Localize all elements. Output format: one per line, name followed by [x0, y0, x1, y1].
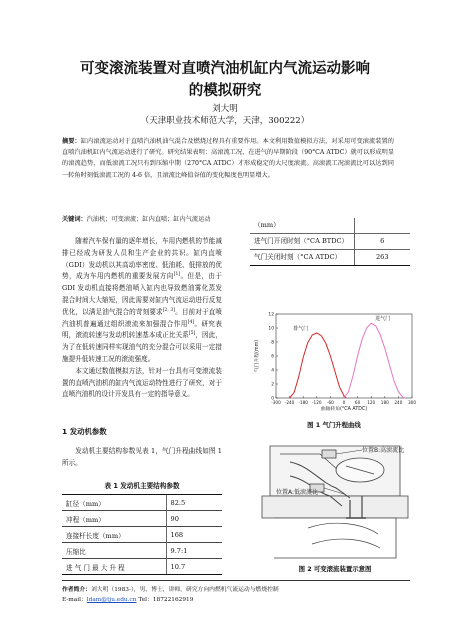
footnote-text: 刘大明（1983-），男，博士，讲师，研究方向内燃机气流运动与燃烧控制: [91, 587, 279, 593]
intro-paragraph-2: 本文通过数值模拟方法，针对一台具有可变滚流装置的直喷汽油机的缸内气流运动特性进行了研究，对于直喷汽油机的设计开发具有一定的指导意义。: [62, 366, 222, 399]
table-cell-label: 连接杆长度（mm）: [62, 527, 166, 543]
y-tick-label: 6: [271, 354, 274, 360]
contact-line: [62, 594, 410, 603]
table-cell-label: 进 气 门 最 大 升 程: [62, 559, 166, 575]
table-1-caption: 表 1 发动机主要结构参数: [104, 482, 180, 490]
series-label: 进气门: [375, 316, 391, 322]
table-cell-label: （mm）: [250, 218, 354, 234]
table-1-continued: [250, 218, 410, 266]
table-cell-label: 压缩比: [62, 543, 166, 559]
x-tick-label: -60: [326, 400, 334, 405]
x-tick-label: 180: [380, 400, 389, 405]
paper-title: [40, 58, 410, 102]
table-cell-value: 168: [166, 527, 222, 543]
citation-4: [5]: [188, 331, 196, 337]
introduction: [62, 236, 222, 401]
citation-1: [1]: [173, 272, 181, 278]
table-cell-label: 缸径（mm）: [62, 495, 166, 511]
email-link[interactable]: ldam@tju.edu.cn: [86, 597, 137, 603]
y-tick-label: 8: [271, 340, 274, 346]
position-a-label: 位置A:低滚流比: [276, 489, 319, 496]
table-cell-value: 90: [166, 511, 222, 527]
y-tick-label: 2: [271, 382, 274, 388]
x-tick-label: -240: [284, 400, 295, 405]
figure-2-caption: 图 2 可变滚流装置示意图: [298, 565, 372, 573]
x-tick-label: 60: [354, 400, 361, 405]
x-tick-label: -180: [298, 400, 308, 405]
table-row: [250, 218, 410, 234]
x-tick-label: 120: [367, 400, 376, 405]
abstract: [62, 136, 394, 181]
title-line-2: 的模拟研究: [188, 83, 262, 99]
table-cell-value: 6: [354, 234, 410, 250]
author-footnote: [62, 584, 410, 593]
footnote-divider: [62, 580, 410, 581]
table-cell-value: 82.5: [166, 495, 222, 511]
x-tick-label: -300: [271, 400, 281, 405]
series-line-intake: [344, 323, 405, 398]
table-row: [62, 495, 222, 511]
keywords-label: 关键词：: [62, 216, 87, 223]
x-tick-label: 0: [342, 400, 346, 405]
table-cell-value: 263: [354, 250, 410, 266]
section-heading-1: 1 发动机参数: [62, 427, 107, 436]
title-line-1: 可变滚流装置对直喷汽油机缸内气流运动影响: [80, 61, 370, 77]
table-cell-label: 冲程（mm）: [62, 511, 166, 527]
table-row: [250, 250, 410, 266]
author-affiliation: （天津职业技术师范大学，天津，300222）: [140, 116, 310, 126]
x-tick-label: 240: [394, 400, 403, 405]
table-row: [62, 527, 222, 543]
abstract-label: 摘要：: [62, 138, 81, 145]
variable-tumble-device-diagram: [250, 436, 420, 562]
valve-lift-chart: [250, 306, 418, 416]
y-tick-label: 12: [268, 312, 274, 318]
abstract-text: 缸内滚流运动对于直喷汽油机油气混合及燃烧过程具有重要作用。本文利用数值模拟方法，对采用可变滚流装置的直喷汽油机缸内气流运动进行了研究。研究结果表明：高滚流工况，在进气的早期阶段（90°CA ATDC）就可以形成明显的滚流趋势，而低滚流工况只有到压缩中期（270°CA ATDC）才形成稳定的大尺度滚流。高滚流工况滚流比可以达到同一转角时刻低滚流工况的 4-6 倍，且滚流比峰值谷值的变化幅度也明显增大。: [62, 138, 394, 179]
table-row: [62, 511, 222, 527]
intro-paragraph-1: 随着汽车保有量的逐年增长，车用内燃机的节能减排已经成为研发人员和生产企业的共识。缸内直喷（GDI）发动机以其高动率密度、低油耗、低排放的优势，成为车用内燃机的重要发展方向[1]。但是，由于 GDI 发动机直接将燃油喷入缸内也导致燃油雾化蒸发混合时间大大缩短，因此需要对缸内气流运动进行反复优化，以满足油气混合的苛刻要求[2, 3]。目前对于直喷汽油机普遍通过组织滚流来加强混合作用[4]。研究表明，滚流转速与发动机转速基本成正比关系[5]，因此，为了在低转速同样实现油气的充分混合可以采用一定措施提升低转速工况的滚流强度。: [62, 237, 223, 363]
table-1: [62, 494, 222, 575]
x-tick-label: 300: [408, 400, 416, 405]
citation-3: [4]: [187, 319, 195, 325]
position-b-label: 位置B:高滚流比: [362, 447, 405, 454]
footnote-label: 作者简介：: [62, 587, 91, 593]
series-label: 排气门: [293, 325, 309, 332]
series-line-exhaust: [290, 333, 347, 398]
keywords-text: 汽油机；可变滚流；缸内直喷；缸内气流运动: [86, 216, 211, 223]
section-1-text: 发动机主要结构参数见表 1，气门升程曲线如图 1 所示。: [62, 447, 222, 467]
phone-text: Tel：18722162919: [136, 597, 194, 603]
citation-2: [2, 3]: [162, 307, 175, 313]
table-cell-value: 10.7: [166, 559, 222, 575]
table-cell-label: 气门关闭时刻（°CA ATDC）: [250, 250, 354, 266]
email-label: E-mail：: [62, 597, 87, 603]
cylinder-head-drawing: [262, 446, 408, 558]
table-row: [250, 234, 410, 250]
figure-1-caption: 图 1 气门升程曲线: [307, 421, 361, 429]
x-axis-label: 曲轴转角(°CA ATDC): [320, 407, 368, 412]
table-cell-value: 9.7:1: [166, 543, 222, 559]
table-row: [62, 559, 222, 575]
y-axis-label: 气门升程(mm): [255, 339, 260, 373]
x-tick-label: -120: [312, 400, 322, 405]
table-cell-label: 进气门开闭时刻（°CA BTDC）: [250, 234, 354, 250]
y-tick-label: 10: [268, 326, 274, 332]
author-name: 刘大明: [212, 104, 238, 114]
y-tick-label: 0: [271, 396, 274, 402]
table-cell-value: [354, 218, 410, 234]
table-row: [62, 543, 222, 559]
y-tick-label: 4: [271, 368, 274, 374]
